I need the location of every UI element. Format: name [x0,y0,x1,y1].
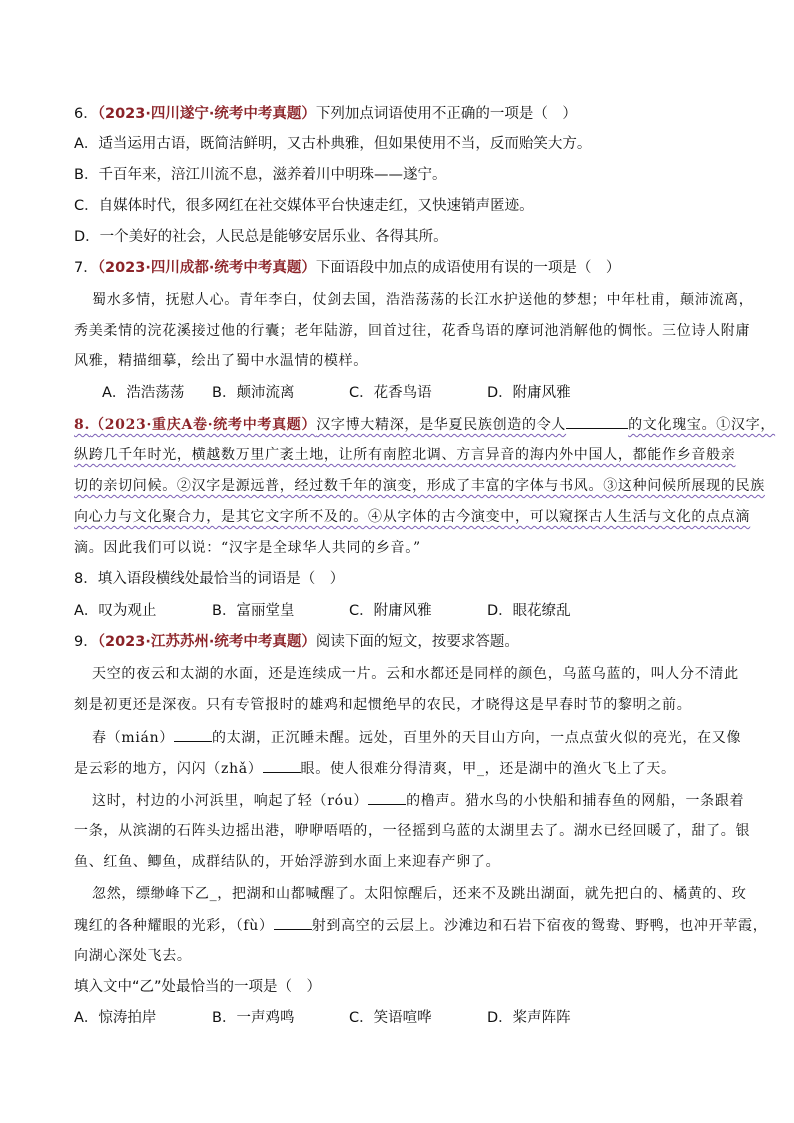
text-segment: 射到高空的云层上。沙滩边和石岩下宿夜的鸳鸯、野鸭，也冲开苹霞， [311,918,768,934]
q9-para3-line-1 [92,790,744,811]
q8-sub-stem: 8．填入语段横线处最恰当的词语是（ ） [74,571,345,587]
q7-passage-line-3: 风雅，精描细摹，绘出了蜀中水温情的模样。 [74,353,368,369]
text-segment: 春（mián） [92,730,175,746]
fill-blank [368,790,406,805]
q6-source: （2023·四川遂宁·统考中考真题） [97,106,316,122]
q9-sub-stem: 填入文中“乙”处最恰当的一项是（ ） [74,979,322,995]
q6-stem [74,104,577,124]
q7-option-c: C．花香鸟语 [349,385,432,401]
fill-blank [263,758,301,773]
q9-para4-line-1: 忽然，缥缈峰下乙_，把湖和山都喊醒了。太阳惊醒后，还来不及跳出湖面，就先把白的、橘黄的、玫 [92,886,747,902]
text-segment: 眼。使人很难分得清爽，甲_，还是湖中的渔火飞上了天。 [300,761,676,777]
q8-fill-blank [566,414,628,429]
q9-stem [74,632,519,652]
q7-stem-text: 下面语段中加点的成语使用有误的一项是（ ） [315,260,621,276]
text-segment: 瑰红的各种耀眼的光彩，（fù） [74,918,274,934]
text-segment: 的橹声。猎水鸟的小快船和捕春鱼的网船，一条跟着 [406,793,745,809]
q6-option-b: B．千百年来，涪江川流不息，滋养着川中明珠——遂宁。 [74,167,447,183]
text-segment: 的太湖，正沉睡未醒。远处，百里外的天目山方向，一点点萤火似的亮光，在又像 [212,730,742,746]
q8-option-b: B．富丽堂皇 [212,603,295,619]
q8-passage-line-2: 切的亲切问候。②汉字是源远普，经过数千年的演变，形成了丰富的字体与书风。③这种问候所展现的民族 [74,478,765,494]
q6-number: 6． [74,106,98,122]
q8-option-c: C．附庸风雅 [349,603,432,619]
q8-passage-line-1: 纵跨几千年时光，横越数万里广袤土地，让所有南腔北调、方言异音的海内外中国人，都能作乡音般亲 [74,447,736,463]
q9-number: 9． [74,634,98,650]
q6-stem-text: 下列加点词语使用不正确的一项是（ ） [315,106,577,122]
q8-source: （2023·重庆A卷·统考中考真题） [90,417,317,433]
text-segment: 是云彩的地方，闪闪（zhǎ） [74,761,263,777]
q8-option-d: D．眼花缭乱 [487,603,571,619]
q9-stem-text: 阅读下面的短文，按要求答题。 [315,634,519,650]
q7-option-a: A．浩浩荡荡 [102,385,185,401]
q8-passage-line-4: 滴。因此我们可以说：“汉字是全球华人共同的乡音。” [74,540,421,556]
q9-option-d: D．桨声阵阵 [487,1010,571,1026]
q8-number: 8. [74,417,91,433]
q9-para1-line-2: 刻是初更还是深夜。只有专管报时的雄鸡和起惯绝早的农民，才晓得这是早春时节的黎明之前。 [74,697,692,713]
q9-para1-line-1: 天空的夜云和太湖的水面，还是连续成一片。云和水都还是同样的颜色，乌蓝乌蓝的，叫人分不清此 [92,666,739,682]
text-segment: 这时，村边的小河浜里，响起了轻（róu） [92,793,369,809]
q9-para2-line-1 [92,727,741,748]
q7-option-d: D．附庸风雅 [487,385,571,401]
q9-option-b: B．一声鸡鸣 [212,1010,295,1026]
q9-source: （2023·江苏苏州·统考中考真题） [97,634,316,650]
q9-para2-line-2 [74,758,676,779]
q7-stem [74,258,620,278]
q8-option-a: A．叹为观止 [74,603,157,619]
q8-stem [74,414,775,435]
q9-option-a: A．惊涛拍岸 [74,1010,157,1026]
fill-blank [274,915,312,930]
q9-para4-line-3: 向湖心深处飞去。 [74,948,192,964]
q7-number: 7． [74,260,98,276]
q7-source: （2023·四川成都·统考中考真题） [97,260,316,276]
q9-para3-line-3: 鱼、红鱼、鲫鱼，成群结队的，开始浮游到水面上来迎春产卵了。 [74,854,501,870]
q6-option-a: A．适当运用古语，既简洁鲜明，又古朴典雅，但如果使用不当，反而贻笑大方。 [74,136,592,152]
q9-para4-line-2 [74,915,767,936]
q7-option-b: B．颠沛流离 [212,385,295,401]
q8-stem-part-2: 的文化瑰宝。①汉字， [628,417,776,433]
q6-option-c: C．自媒体时代，很多网红在社交媒体平台快速走红，又快速销声匿迹。 [74,198,534,214]
fill-blank [174,727,212,742]
q8-stem-part-1: 汉字博大精深，是华夏民族创造的令人 [316,417,567,433]
q9-para3-line-2: 一条，从滨湖的石阵头边摇出港，咿咿唔唔的，一径摇到乌蓝的太湖里去了。湖水已经回暖了，甜了。银 [74,823,751,839]
q6-option-d: D．一个美好的社会，人民总是能够安居乐业、各得其所。 [74,229,448,245]
q9-option-c: C．笑语喧哗 [349,1010,432,1026]
q8-passage-line-3: 向心力与文化聚合力，是其它文字所不及的。④从字体的古今演变中，可以窥探古人生活与文化的点点滴 [74,509,751,525]
q7-passage-line-1: 蜀水多情，抚慰人心。青年李白，仗剑去国，浩浩荡荡的长江水护送他的梦想；中年杜甫，颠沛流离， [92,292,754,308]
q7-passage-line-2: 秀美柔情的浣花溪接过他的行囊；老年陆游，回首过往，花香鸟语的摩诃池消解他的惆怅。三位诗人附庸 [74,323,751,339]
